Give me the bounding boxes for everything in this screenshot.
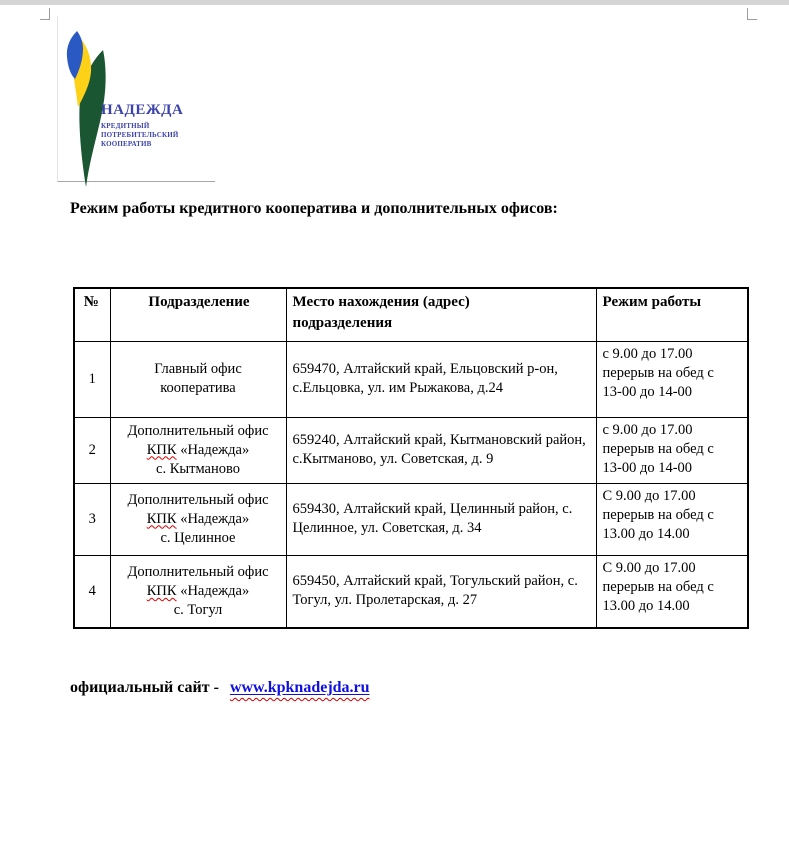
division-text: Дополнительный офис — [127, 422, 269, 439]
division-text: «Надежда» — [176, 441, 250, 458]
logo-subtitle — [101, 122, 183, 149]
cell-address — [286, 555, 596, 628]
division-line — [113, 460, 284, 479]
cell-row-number: 1 — [74, 341, 110, 417]
address-text: 659240, Алтайский край, Кытмановский район, с.Кытманово, ул. Советская, — [292, 432, 586, 467]
schedule-line: С 9.00 до 17.00 — [602, 559, 696, 576]
col-header-address-line: подразделения — [292, 315, 393, 331]
cell-schedule — [596, 417, 748, 483]
site-link[interactable]: www.kpknadejda.ru — [229, 679, 370, 696]
division-text: с. Кытманово — [156, 460, 240, 477]
division-text: с. Тогул — [173, 601, 223, 618]
cell-schedule — [596, 483, 748, 555]
logo-subtitle-line: ПОТРЕБИТЕЛЬСКИЙ — [101, 131, 179, 139]
spellcheck-underline: д — [447, 592, 456, 609]
cell-address — [286, 483, 596, 555]
address-text: .24 — [484, 380, 503, 396]
division-text: Дополнительный офис — [127, 491, 269, 508]
site-label: официальный сайт - — [70, 679, 219, 696]
division-line — [113, 491, 284, 510]
spellcheck-underline: д — [452, 520, 460, 536]
schedule-line: с 9.00 до 17.00 — [602, 421, 693, 438]
logo-text-block — [101, 102, 183, 149]
schedule-line: 13-00 до 14-00 — [602, 383, 693, 400]
company-logo — [57, 16, 215, 182]
spellcheck-underline: КПК — [146, 510, 177, 527]
page-title: Режим работы кредитного кооператива и дополнительных офисов: — [70, 200, 558, 217]
division-line — [113, 379, 284, 398]
division-line — [113, 510, 284, 529]
window-top-strip — [0, 0, 789, 5]
logo-subtitle-line: КРЕДИТНЫЙ — [101, 122, 150, 130]
division-line — [113, 422, 284, 441]
cell-division — [110, 417, 286, 483]
address-text: 659470, Алтайский край, Ельцовский р-он, с.Ельцовка, ул. им Рыжакова, — [292, 361, 558, 396]
division-line — [113, 582, 284, 601]
cell-address — [286, 417, 596, 483]
logo-subtitle-line: КООПЕРАТИВ — [101, 140, 152, 148]
table-row — [74, 417, 748, 483]
schedule-line: перерыв на обед с — [602, 440, 714, 457]
division-text: «Надежда» — [176, 582, 250, 599]
col-header-address — [286, 288, 596, 341]
division-line — [113, 529, 284, 548]
col-header-num: № — [74, 288, 110, 341]
cell-row-number: 2 — [74, 417, 110, 483]
address-text: 659430, Алтайский край, Целинный район, с. Целинное, ул. Советская, — [292, 501, 573, 536]
cell-division — [110, 483, 286, 555]
schedule-line: С 9.00 до 17.00 — [602, 487, 696, 504]
spellcheck-underline: КПК — [146, 582, 177, 599]
schedule-line: перерыв на обед с — [602, 364, 714, 381]
col-header-address-line: Место нахождения (адрес) — [292, 294, 470, 310]
offices-table-body — [74, 341, 748, 628]
schedule-line: перерыв на обед с — [602, 506, 714, 523]
table-row — [74, 555, 748, 628]
address-text: 659450, Алтайский край, Тогульский район, с. Тогул, ул. Пролетарская, — [292, 573, 578, 609]
division-line — [113, 601, 284, 620]
table-row — [74, 341, 748, 417]
schedule-line: с 9.00 до 17.00 — [602, 345, 693, 362]
division-text: кооператива — [160, 380, 236, 396]
cell-schedule — [596, 555, 748, 628]
footer-site-line — [70, 679, 370, 697]
cell-row-number: 3 — [74, 483, 110, 555]
cell-division — [110, 341, 286, 417]
page-margin-mark-top-left — [40, 8, 50, 20]
cell-division — [110, 555, 286, 628]
table-row — [74, 483, 748, 555]
division-line — [113, 563, 284, 582]
division-text: Дополнительный офис — [127, 563, 269, 580]
page-margin-mark-top-right — [747, 8, 757, 20]
division-text: с. Целинное — [160, 529, 236, 546]
address-text: . 9 — [478, 451, 494, 467]
cell-schedule — [596, 341, 748, 417]
cell-address — [286, 341, 596, 417]
offices-table — [73, 287, 749, 629]
header-row — [74, 288, 748, 341]
spellcheck-underline: д — [471, 451, 479, 467]
site-link-spellcheck-wrap — [230, 679, 370, 696]
schedule-line: 13.00 до 14.00 — [602, 525, 690, 542]
schedule-line: 13-00 до 14-00 — [602, 459, 693, 476]
col-header-division: Подразделение — [110, 288, 286, 341]
logo-title: НАДЕЖДА — [101, 102, 184, 118]
address-text: . 27 — [455, 592, 478, 609]
division-text: «Надежда» — [176, 510, 250, 527]
col-header-schedule: Режим работы — [596, 288, 748, 341]
division-line — [113, 441, 284, 460]
schedule-line: 13.00 до 14.00 — [602, 597, 690, 614]
division-line — [113, 360, 284, 379]
schedule-line: перерыв на обед с — [602, 578, 714, 595]
offices-table-header — [74, 288, 748, 341]
address-text: . 34 — [459, 520, 482, 536]
division-text: Главный офис — [154, 361, 242, 377]
cell-row-number: 4 — [74, 555, 110, 628]
spellcheck-underline: КПК — [146, 441, 177, 458]
spellcheck-underline: д — [477, 380, 485, 396]
